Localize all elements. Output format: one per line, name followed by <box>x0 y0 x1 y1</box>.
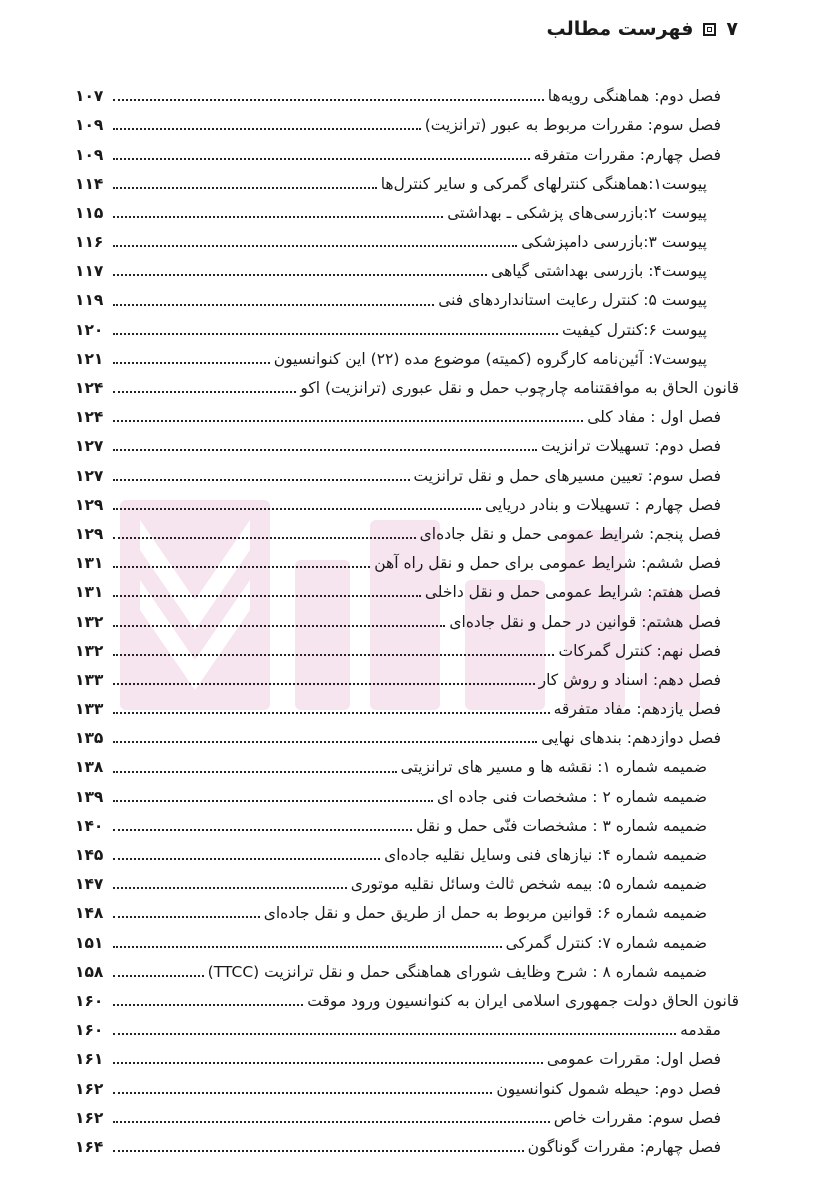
dot-leader <box>113 975 204 977</box>
toc-entry-title: پیوست۴: بازرسی بهداشتی گیاهی <box>491 262 707 281</box>
toc-entry-page: ۱۳۹ <box>75 787 104 806</box>
toc-entry-title: ضمیمه شماره ۸ : شرح وظایف شورای هماهنگی حمل و نقل ترانزیت (TTCC) <box>207 962 707 981</box>
toc-entry[interactable] <box>75 547 739 576</box>
toc-entry-page: ۱۶۱ <box>75 1050 104 1069</box>
toc-entry-page: ۱۴۸ <box>75 904 104 923</box>
table-of-contents <box>75 80 739 1160</box>
page-title: فهرست مطالب <box>546 18 694 40</box>
toc-entry[interactable] <box>75 459 739 488</box>
toc-entry-title: قانون الحاق به موافقتنامه چارچوب حمل و نقل عبوری (ترانزیت) اکو <box>300 379 739 398</box>
toc-entry[interactable] <box>75 839 739 868</box>
toc-entry[interactable] <box>75 314 739 343</box>
toc-entry[interactable] <box>75 372 739 401</box>
dot-leader <box>113 858 380 860</box>
toc-entry-page: ۱۲۹ <box>75 495 104 514</box>
toc-entry[interactable] <box>75 168 739 197</box>
dot-leader <box>113 1121 550 1123</box>
toc-entry[interactable] <box>75 401 739 430</box>
toc-entry[interactable] <box>75 1043 739 1072</box>
dot-leader <box>113 99 544 101</box>
toc-entry-page: ۱۶۰ <box>75 1021 104 1040</box>
toc-entry[interactable] <box>75 897 739 926</box>
toc-entry-page: ۱۳۵ <box>75 729 104 748</box>
toc-entry[interactable] <box>75 1102 739 1131</box>
toc-entry[interactable] <box>75 138 739 167</box>
toc-entry-title: فصل پنجم: شرایط عمومی حمل و نقل جاده‌ای <box>419 524 721 543</box>
toc-entry[interactable] <box>75 197 739 226</box>
toc-entry[interactable] <box>75 109 739 138</box>
toc-entry-page: ۱۶۲ <box>75 1108 104 1127</box>
dot-leader <box>113 391 296 393</box>
toc-entry-page: ۱۱۶ <box>75 233 104 252</box>
toc-entry[interactable] <box>75 284 739 313</box>
toc-entry[interactable] <box>75 722 739 751</box>
toc-entry[interactable] <box>75 343 739 372</box>
toc-entry-title: پیوست ۳:بازرسی دامپزشکی <box>521 233 707 252</box>
toc-entry-title: پیوست ۲:بازرسی‌های پزشکی ـ بهداشتی <box>447 203 707 222</box>
dot-leader <box>113 800 433 802</box>
toc-entry-title: ضمیمه شماره ۱: نقشه ها و مسیر های ترانزیتی <box>400 758 707 777</box>
dot-leader <box>113 449 537 451</box>
dot-leader <box>113 887 347 889</box>
dot-leader <box>113 187 377 189</box>
toc-entry-page: ۱۲۴ <box>75 408 104 427</box>
toc-entry-title: فصل دوازدهم: بندهای نهایی <box>541 729 721 748</box>
toc-entry-title: ضمیمه شماره ۶: قوانین مربوط به حمل از طریق حمل و نقل جاده‌ای <box>263 904 707 923</box>
toc-entry[interactable] <box>75 1131 739 1160</box>
dot-leader <box>113 508 481 510</box>
toc-entry-title: پیوست۱:هماهنگی کنترلهای گمرکی و سایر کنترل‌ها <box>380 174 707 193</box>
toc-entry[interactable] <box>75 1014 739 1043</box>
dot-leader <box>113 683 535 685</box>
toc-entry-page: ۱۴۵ <box>75 846 104 865</box>
toc-entry-title: فصل دوم: حیطه شمول کنوانسیون <box>496 1079 721 1098</box>
dot-leader <box>113 829 412 831</box>
toc-entry-title: فصل چهارم: مقررات متفرقه <box>533 145 721 164</box>
toc-entry[interactable] <box>75 664 739 693</box>
toc-entry-page: ۱۰۹ <box>75 116 104 135</box>
toc-entry-title: فصل چهارم : تسهیلات و بنادر دریایی <box>485 495 721 514</box>
dot-leader <box>113 479 410 481</box>
toc-entry-page: ۱۱۵ <box>75 203 104 222</box>
dot-leader <box>113 537 416 539</box>
toc-entry[interactable] <box>75 635 739 664</box>
toc-entry-title: فصل ششم: شرایط عمومی برای حمل و نقل راه آهن <box>374 554 721 573</box>
dot-leader <box>113 595 421 597</box>
toc-entry[interactable] <box>75 1072 739 1101</box>
toc-entry-page: ۱۵۱ <box>75 933 104 952</box>
toc-entry[interactable] <box>75 518 739 547</box>
dot-leader <box>113 216 443 218</box>
toc-entry-page: ۱۴۰ <box>75 816 104 835</box>
dot-leader <box>113 333 558 335</box>
toc-entry-page: ۱۶۲ <box>75 1079 104 1098</box>
dot-leader <box>113 245 517 247</box>
dot-leader <box>113 916 260 918</box>
toc-entry-title: ضمیمه شماره ۵: بیمه شخص ثالث وسائل نقلیه موتوری <box>350 875 707 894</box>
toc-entry[interactable] <box>75 985 739 1014</box>
toc-entry[interactable] <box>75 693 739 722</box>
toc-entry-title: فصل اول : مفاد کلی <box>587 408 721 427</box>
dot-leader <box>113 1092 492 1094</box>
toc-entry-page: ۱۳۳ <box>75 700 104 719</box>
toc-entry-title: پیوست ۶:کنترل کیفیت <box>562 320 707 339</box>
dot-leader <box>113 128 421 130</box>
toc-entry-page: ۱۳۱ <box>75 554 104 573</box>
toc-entry-page: ۱۴۷ <box>75 875 104 894</box>
toc-entry-page: ۱۵۸ <box>75 962 104 981</box>
dot-leader <box>113 1004 303 1006</box>
toc-entry-title: فصل سوم: مقررات مربوط به عبور (ترانزیت) <box>424 116 721 135</box>
toc-entry-title: پیوست۷: آئین‌نامه کارگروه (کمیته) موضوع مده (۲۲) این کنوانسیون <box>273 349 707 368</box>
toc-entry-page: ۱۳۲ <box>75 612 104 631</box>
toc-entry[interactable] <box>75 926 739 955</box>
toc-entry-page: ۱۳۱ <box>75 583 104 602</box>
dot-leader <box>113 654 554 656</box>
toc-entry-page: ۱۲۹ <box>75 524 104 543</box>
toc-entry[interactable] <box>75 226 739 255</box>
dot-leader <box>113 1033 676 1035</box>
toc-entry-page: ۱۱۹ <box>75 291 104 310</box>
toc-entry-page: ۱۶۰ <box>75 991 104 1010</box>
toc-entry-title: فصل اول: مقررات عمومی <box>546 1050 721 1069</box>
dot-leader <box>113 304 434 306</box>
toc-entry[interactable] <box>75 80 739 109</box>
toc-entry-page: ۱۲۷ <box>75 437 104 456</box>
toc-entry-title: پیوست ۵: کنترل رعایت استانداردهای فنی <box>438 291 707 310</box>
toc-entry-title: قانون الحاق دولت جمهوری اسلامی ایران به کنوانسیون ورود موقت <box>307 991 739 1010</box>
toc-entry-title: فصل سوم: تعیین مسیرهای حمل و نقل ترانزیت <box>413 466 721 485</box>
dot-leader <box>113 1062 543 1064</box>
toc-entry-page: ۱۱۷ <box>75 262 104 281</box>
toc-entry[interactable] <box>75 810 739 839</box>
dot-leader <box>113 1150 524 1152</box>
toc-entry[interactable] <box>75 868 739 897</box>
dot-leader <box>113 420 583 422</box>
toc-entry-page: ۱۲۴ <box>75 379 104 398</box>
toc-entry[interactable] <box>75 751 739 780</box>
toc-entry-page: ۱۳۲ <box>75 641 104 660</box>
toc-entry-page: ۱۲۱ <box>75 349 104 368</box>
toc-entry-title: فصل نهم: کنترل گمرکات <box>558 641 721 660</box>
dot-leader <box>113 946 502 948</box>
dot-leader <box>113 771 397 773</box>
toc-entry-page: ۱۰۹ <box>75 145 104 164</box>
toc-entry[interactable] <box>75 430 739 459</box>
square-box-icon <box>703 23 716 36</box>
toc-entry[interactable] <box>75 576 739 605</box>
toc-entry-title: مقدمه <box>680 1021 721 1040</box>
toc-entry[interactable] <box>75 781 739 810</box>
toc-entry-page: ۱۲۰ <box>75 320 104 339</box>
dot-leader <box>113 625 445 627</box>
toc-entry[interactable] <box>75 956 739 985</box>
toc-entry-title: فصل هفتم: شرایط عمومی حمل و نقل داخلی <box>424 583 721 602</box>
dot-leader <box>113 712 550 714</box>
toc-entry-title: فصل دوم: تسهیلات ترانزیت <box>541 437 721 456</box>
toc-entry-title: فصل سوم: مقررات خاص <box>553 1108 721 1127</box>
toc-entry-title: ضمیمه شماره ۴: نیازهای فنی وسایل نقلیه جاده‌ای <box>384 846 707 865</box>
toc-entry[interactable] <box>75 489 739 518</box>
toc-entry-page: ۱۱۴ <box>75 174 104 193</box>
toc-entry-title: ضمیمه شماره ۷: کنترل گمرکی <box>505 933 707 952</box>
toc-entry-title: فصل چهارم: مقررات گوناگون <box>527 1137 721 1156</box>
toc-entry-page: ۱۳۸ <box>75 758 104 777</box>
toc-entry-title: فصل دوم: هماهنگی رویه‌ها <box>547 87 721 106</box>
page-number: ۷ <box>726 18 738 40</box>
toc-entry[interactable] <box>75 255 739 284</box>
toc-entry-title: ضمیمه شماره ۲ : مشخصات فنی جاده ای <box>436 787 707 806</box>
dot-leader <box>113 274 487 276</box>
page-header <box>547 18 738 40</box>
toc-entry-title: ضمیمه شماره ۳ : مشخصات فنّی حمل و نقل <box>416 816 707 835</box>
toc-entry-title: فصل یازدهم: مفاد متفرقه <box>553 700 721 719</box>
toc-entry-page: ۱۲۷ <box>75 466 104 485</box>
toc-entry-page: ۱۶۴ <box>75 1137 104 1156</box>
dot-leader <box>113 741 537 743</box>
toc-entry[interactable] <box>75 605 739 634</box>
toc-entry-title: فصل دهم: اسناد و روش کار <box>538 670 721 689</box>
toc-entry-page: ۱۳۳ <box>75 670 104 689</box>
dot-leader <box>113 362 270 364</box>
toc-entry-page: ۱۰۷ <box>75 87 104 106</box>
dot-leader <box>113 158 530 160</box>
toc-entry-title: فصل هشتم: قوانین در حمل و نقل جاده‌ای <box>449 612 721 631</box>
dot-leader <box>113 566 370 568</box>
